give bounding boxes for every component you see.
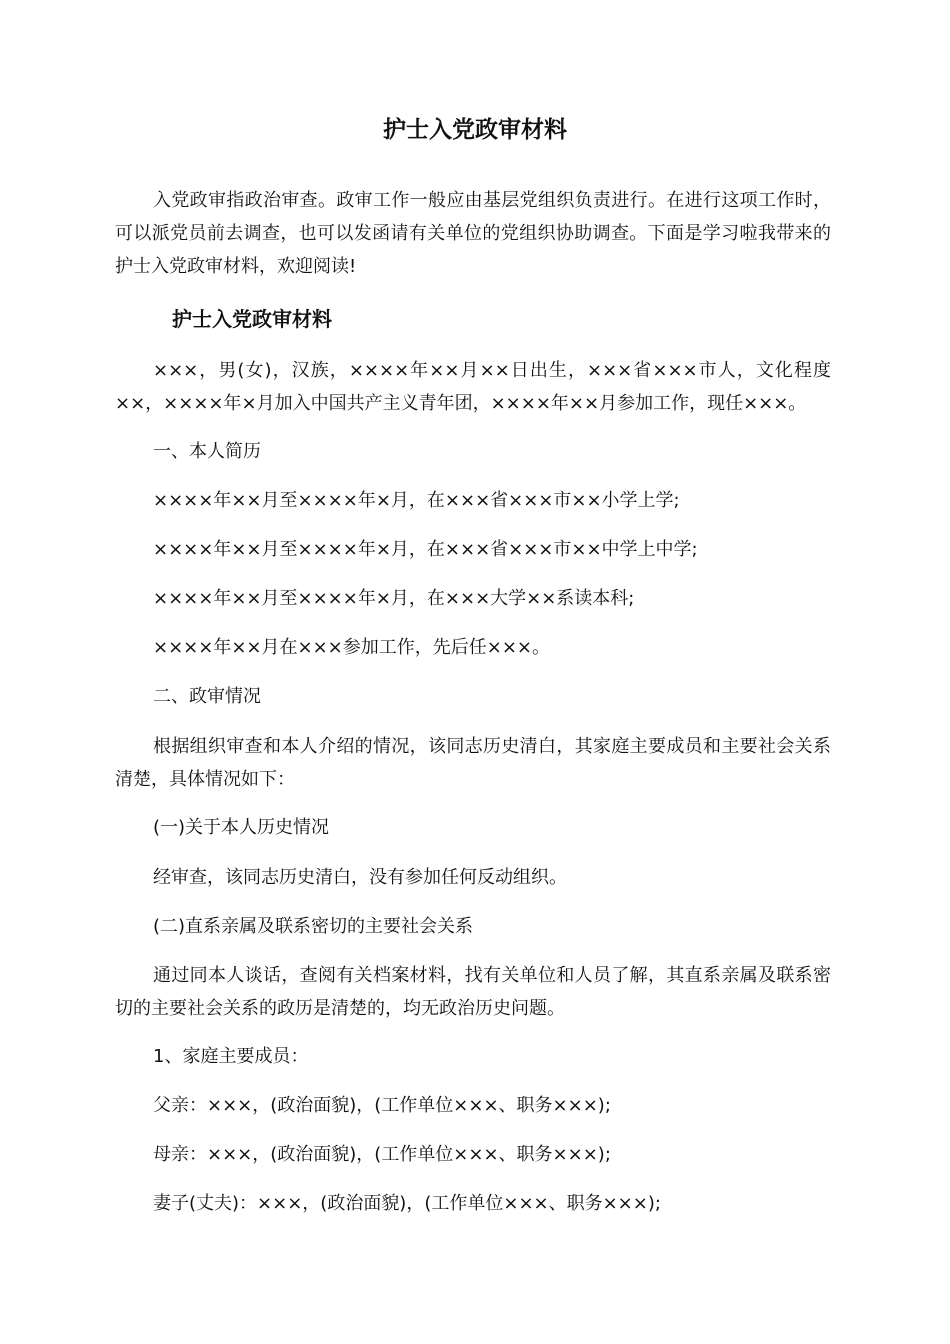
section-heading: 护士入党政审材料 — [172, 307, 332, 331]
section2-intro: 根据组织审查和本人介绍的情况，该同志历史清白，其家庭主要成员和主要社会关系清楚，具体情况如下： — [115, 736, 831, 790]
resume-item: ××××年××月在×××参加工作，先后任×××。 — [153, 637, 550, 658]
subsection1-text: 经审查，该同志历史清白，没有参加任何反动组织。 — [153, 867, 567, 888]
document-title: 护士入党政审材料 — [383, 117, 567, 143]
resume-item: ××××年××月至××××年×月，在×××省×××市××小学上学; — [153, 490, 680, 511]
section1-heading: 一、本人简历 — [153, 441, 261, 462]
family-member: 父亲：×××，(政治面貌)，(工作单位×××、职务×××); — [153, 1095, 611, 1116]
family-member: 母亲：×××，(政治面貌)，(工作单位×××、职务×××); — [153, 1144, 611, 1165]
resume-item: ××××年××月至××××年×月，在×××大学××系读本科; — [153, 588, 635, 609]
profile-paragraph: ×××，男(女)，汉族，××××年××月××日出生，×××省×××市人，文化程度××，××××年×月加入中国共产主义青年团，××××年××月参加工作，现任×××。 — [115, 360, 831, 414]
intro-paragraph: 入党政审指政治审查。政审工作一般应由基层党组织负责进行。在进行这项工作时，可以派党员前去调查，也可以发函请有关单位的党组织协助调查。下面是学习啦我带来的护士入党政审材料，欢迎阅读! — [115, 190, 831, 277]
family-member: 妻子(丈夫)：×××，(政治面貌)，(工作单位×××、职务×××); — [153, 1193, 661, 1214]
section2-heading: 二、政审情况 — [153, 686, 261, 707]
subsection1-heading: (一)关于本人历史情况 — [153, 817, 330, 838]
subsection2-text: 通过同本人谈话，查阅有关档案材料，找有关单位和人员了解，其直系亲属及联系密切的主要社会关系的政历是清楚的，均无政治历史问题。 — [115, 965, 831, 1019]
family-heading: 1、家庭主要成员： — [153, 1046, 309, 1067]
subsection2-heading: (二)直系亲属及联系密切的主要社会关系 — [153, 916, 474, 937]
resume-item: ××××年××月至××××年×月，在×××省×××市××中学上中学; — [153, 539, 698, 560]
